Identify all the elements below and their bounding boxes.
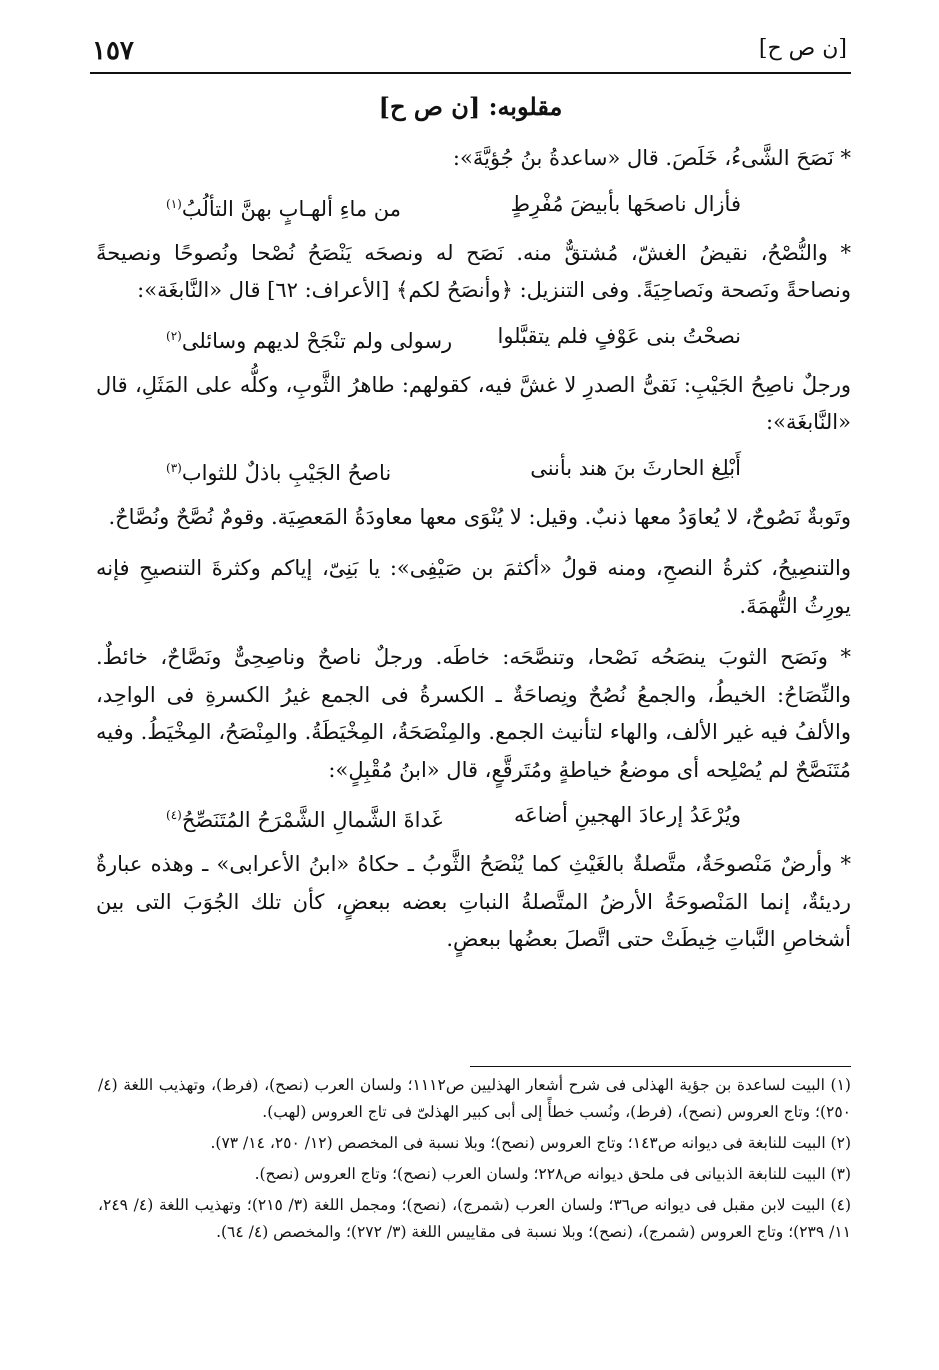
paragraph-tawba-nasuh: وتَوبةٌ نَصُوحٌ، لا يُعاوَدُ معها ذنبٌ. وقيل: لا يُنْوَى معها معاودَةُ المَعصِيَة. وقومٌ نُصَّحٌ ونُصَّاحٌ. bbox=[108, 504, 851, 529]
verse-4-second-hemistich: غَداةَ الشَّمالِ الشَّمْرَحُ المُتَنَصِّحُ$^{(٤)}$ bbox=[166, 808, 443, 832]
verse-3-first-hemistich: أَبْلِغ الحارثَ بنَ هند بأننى bbox=[530, 455, 741, 480]
paragraph-ard-mansuha: * وأرضٌ مَنْصوحَةٌ، متَّصلةٌ بالغَيْثِ كما يُنْصَحُ الثَّوبُ ـ حكاهُ «ابنُ الأعرابى» ـ وهذه عبارةٌ رديئةٌ، إنما المَنْصوحَةُ الأرضُ المتَّصلةُ النباتِ بعضه ببعضٍ، كأن تلك الجُوَبَ التى بين أشخاصِ النَّباتِ خِيطَتْ حتى اتَّصلَ بعضُها ببعضٍ. bbox=[96, 852, 851, 951]
verse-1-second-hemistich: من ماءِ ألهـابٍ بهنَّ التألُبُ$^{(١)}$ bbox=[166, 196, 402, 221]
footnote-ref-4: (٤) bbox=[166, 808, 182, 822]
footnote-4: (٤) البيت لابن مقبل فى ديوانه ص٣٦؛ ولسان العرب (شمرج)، (نصح)؛ ومجمل اللغة (٣/ ٢١٥)؛ وتهذيب اللغة (٤/ ٢٤٩، ١١/ ٢٣٩)؛ وتاج العروس (شمرج)، (نصح)؛ وبلا نسبة فى مقاييس اللغة (٣/ ٢٧٢)؛ والمخصص (٤/ ٦٤). bbox=[98, 1196, 851, 1241]
footnote-2: (٢) البيت للنابغة فى ديوانه ص١٤٣؛ وتاج العروس (نصح)؛ وبلا نسبة فى المخصص (١٢/ ٢٥٠، ١٤/ ٧٣). bbox=[210, 1134, 851, 1152]
section-title: مقلوبه: [ن ص ح] bbox=[378, 92, 563, 121]
verse-1-first-hemistich: فأزال ناصحَها بأبيضَ مُفْرِطٍ bbox=[510, 191, 741, 216]
footnote-ref-1: (١) bbox=[166, 196, 182, 211]
verse-4-first-hemistich: ويُرْعَدُ إرعادَ الهجينِ أضاعَه bbox=[513, 803, 741, 827]
verse-4 bbox=[96, 795, 851, 840]
main-text bbox=[96, 140, 851, 959]
page-number: ١٥٧ bbox=[92, 36, 134, 66]
paragraph-nush: * والنُّصْحُ، نقيضُ الغشّ، مُشتقٌّ منه. نَصَح له ونصحَه يَنْصَحُ نُصْحا ونُصوحًا ونصيحةً ونصاحةً ونَصحة ونَصاحِيَةً. وفى التنزيل: ﴿وأنصَحُ لكم﴾ [الأعراف: ٦٢] قال «النَّابغَة»: bbox=[96, 240, 851, 302]
verse-2-first-hemistich: نصحْتُ بنى عَوْفٍ فلم يتقبَّلوا bbox=[497, 323, 741, 348]
verse-2-second-hemistich: رسولى ولم تنْجَحْ لديهم وسائلى$^{(٢)}$ bbox=[166, 328, 453, 353]
paragraph-nasaha-thawb: * ونَصَح الثوبَ ينصَحُه نَصْحا، وتنصَّحَه: خاطَه. ورجلٌ ناصحٌ وناصِحِىٌّ ونَصَّاحٌ، خائطٌ. والنِّصَاحُ: الخيطُ، والجمعُ نُصُحٌ ونِصاحَةٌ ـ الكسرةُ فى الجمع غيرُ الكسرةِ فى الواحِد، والألفُ فيه غير الألف، والهاء لتأنيث الجمع. والمِنْصَحَةُ، المِخْيَطَةُ. والمِنْصَحُ، المِخْيَطُ. وفيه مُتَنَصَّحٌ لم يُصْلِحه أى موضعُ خياطةٍ ومُتَرقَّعٍ، قال «ابنُ مُقْبِلٍ»: bbox=[96, 645, 851, 782]
verse-3 bbox=[96, 448, 851, 493]
verse-2 bbox=[96, 316, 851, 361]
paragraph-nasaha: * نَصَحَ الشَّىءُ، خَلَصَ. قال «ساعدةُ بنُ جُؤيَّةَ»: bbox=[452, 146, 851, 170]
footnote-divider bbox=[470, 1066, 851, 1067]
footnote-ref-3: (٣) bbox=[166, 460, 182, 475]
footnotes bbox=[98, 1072, 851, 1250]
header-divider bbox=[90, 72, 851, 74]
footnote-3: (٣) البيت للنابغة الذبيانى فى ملحق ديوانه ص٢٢٨؛ ولسان العرب (نصح)؛ وتاج العروس (نصح). bbox=[254, 1165, 851, 1183]
running-header-root: [ن ص ح] bbox=[758, 36, 847, 61]
paragraph-nasih-aljayb: ورجلٌ ناصِحُ الجَيْبِ: نَقىُّ الصدرِ لا غشَّ فيه، كقولهم: طاهرُ الثَّوبِ، وكلُّه على المَثَلِ، قال «النَّابغَة»: bbox=[96, 372, 851, 434]
footnote-1: (١) البيت لساعدة بن جؤية الهذلى فى شرح أشعار الهذليين ص١١١٢؛ ولسان العرب (نصح)، (فرط)، وتهذيب اللغة (٤/ ٢٥٠)؛ وتاج العروس (نصح)، (فرط)، ونُسب خطأً إلى أبى كبير الهذلىّ فى تاج العروس (لهب). bbox=[98, 1076, 851, 1121]
footnote-ref-2: (٢) bbox=[166, 328, 182, 343]
verse-3-second-hemistich: ناصحُ الجَيْبِ باذلٌ للثواب$^{(٣)}$ bbox=[166, 460, 392, 485]
paragraph-tansih: والتنصِيحُ، كثرةُ النصحِ، ومنه قولُ «أكثمَ بن صَيْفِى»: يا بَنِىّ، إياكم وكثرةَ التنصيحِ فإنه يورِثُ التُّهمَةَ. bbox=[96, 556, 851, 618]
verse-1 bbox=[96, 184, 851, 229]
